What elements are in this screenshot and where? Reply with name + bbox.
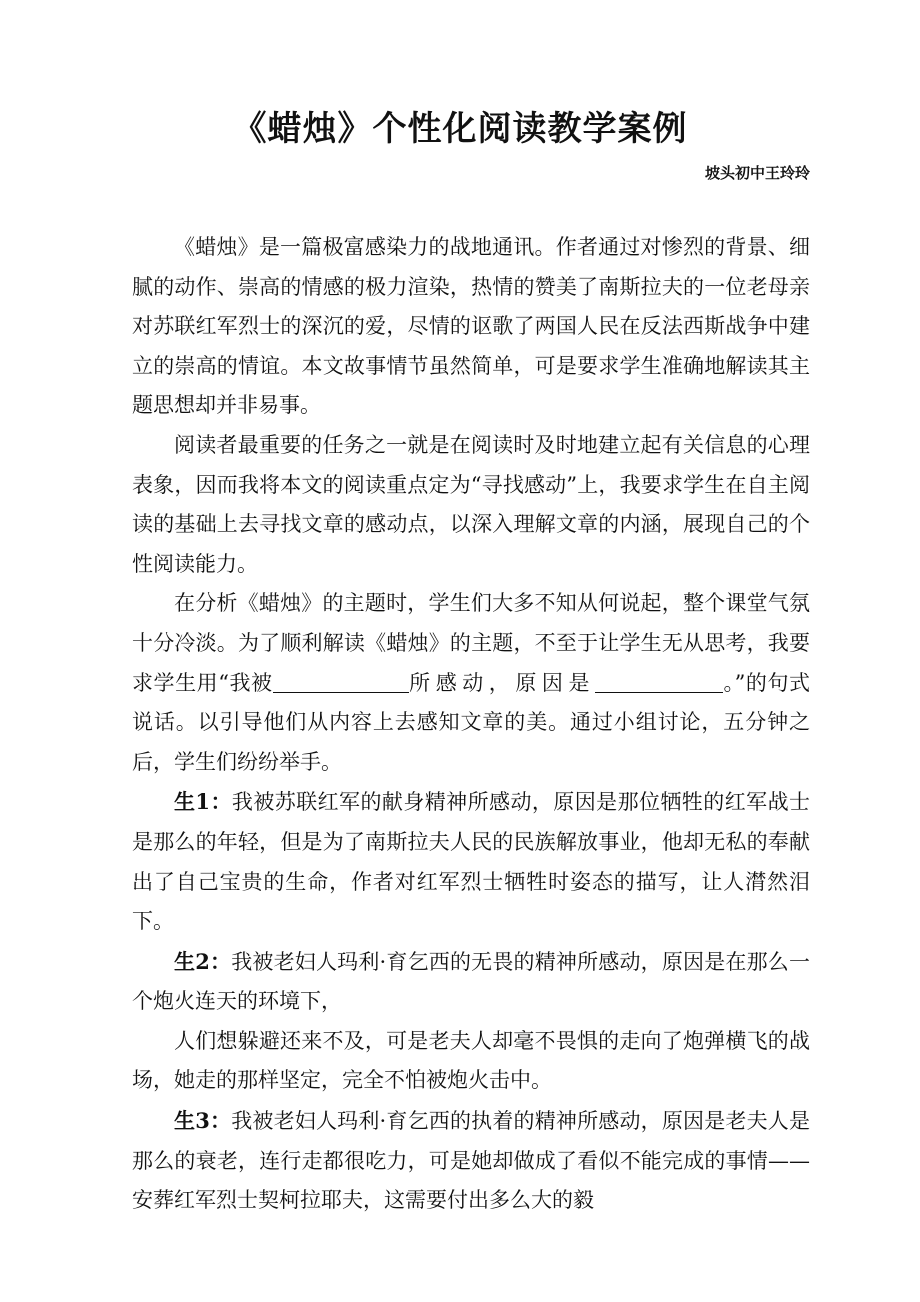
student-answer-2 (132, 942, 810, 1022)
student-answer-3 (132, 1101, 810, 1221)
paragraph-method (132, 584, 810, 782)
method-text-b: 所感动，原因是 (408, 670, 595, 695)
student-3-text: 我被老妇人玛利·育乞西的执着的精神所感动，原因是老夫人是那么的衰老，连行走都很吃力，可是她却做成了看似不能完成的事情——安葬红军烈士契柯拉耶夫，这需要付出多么大的毅 (132, 1109, 810, 1213)
student-answer-1 (132, 782, 810, 941)
fill-blank-2 (595, 668, 723, 693)
student-1-label: 生1： (174, 789, 232, 815)
method-text-a: 在分析《蜡烛》的主题时，学生们大多不知从何说起，整个课堂气氛十分冷淡。为了顺利解读《蜡烛》的主题，不至于让学生无从思考，我要求学生用“我被 (132, 591, 810, 695)
document-title: 《蜡烛》个性化阅读教学案例 (232, 109, 688, 149)
author-line: 坡头初中王玲玲 (704, 164, 810, 182)
method-text-d: ”的句式说话。以引导他们从内容上去感知文章的美。通过小组讨论，五分钟之后，学生们纷纷举手。 (132, 670, 810, 774)
student-2-text: 我被老妇人玛利·育乞西的无畏的精神所感动，原因是在那么一个炮火连天的环境下， (132, 949, 810, 1014)
document-body (132, 228, 810, 1221)
student-2-label: 生2： (174, 948, 232, 974)
method-text-c: 。 (723, 670, 735, 695)
student-answer-2-continued: 人们想躲避还来不及，可是老夫人却毫不畏惧的走向了炮弹横飞的战场，她走的那样坚定，完全不怕被炮火击中。 (132, 1028, 810, 1093)
paragraph-intro: 《蜡烛》是一篇极富感染力的战地通讯。作者通过对惨烈的背景、细腻的动作、崇高的情感的极力渲染，热情的赞美了南斯拉夫的一位老母亲对苏联红军烈士的深沉的爱，尽情的讴歌了两国人民在反法西斯战争中建立的崇高的情谊。本文故事情节虽然简单，可是要求学生准确地解读其主题思想却并非易事。 (132, 235, 810, 418)
fill-blank-1 (273, 668, 409, 693)
student-3-label: 生3： (174, 1108, 232, 1134)
paragraph-reading-task: 阅读者最重要的任务之一就是在阅读时及时地建立起有关信息的心理表象，因而我将本文的阅读重点定为“寻找感动”上，我要求学生在自主阅读的基础上去寻找文章的感动点，以深入理解文章的内涵，展现自己的个性阅读能力。 (132, 432, 810, 576)
student-1-text: 我被苏联红军的献身精神所感动，原因是那位牺牲的红军战士是那么的年轻，但是为了南斯拉夫人民的民族解放事业，他却无私的奉献出了自己宝贵的生命，作者对红军烈士牺牲时姿态的描写，让人潸然泪下。 (132, 790, 810, 934)
